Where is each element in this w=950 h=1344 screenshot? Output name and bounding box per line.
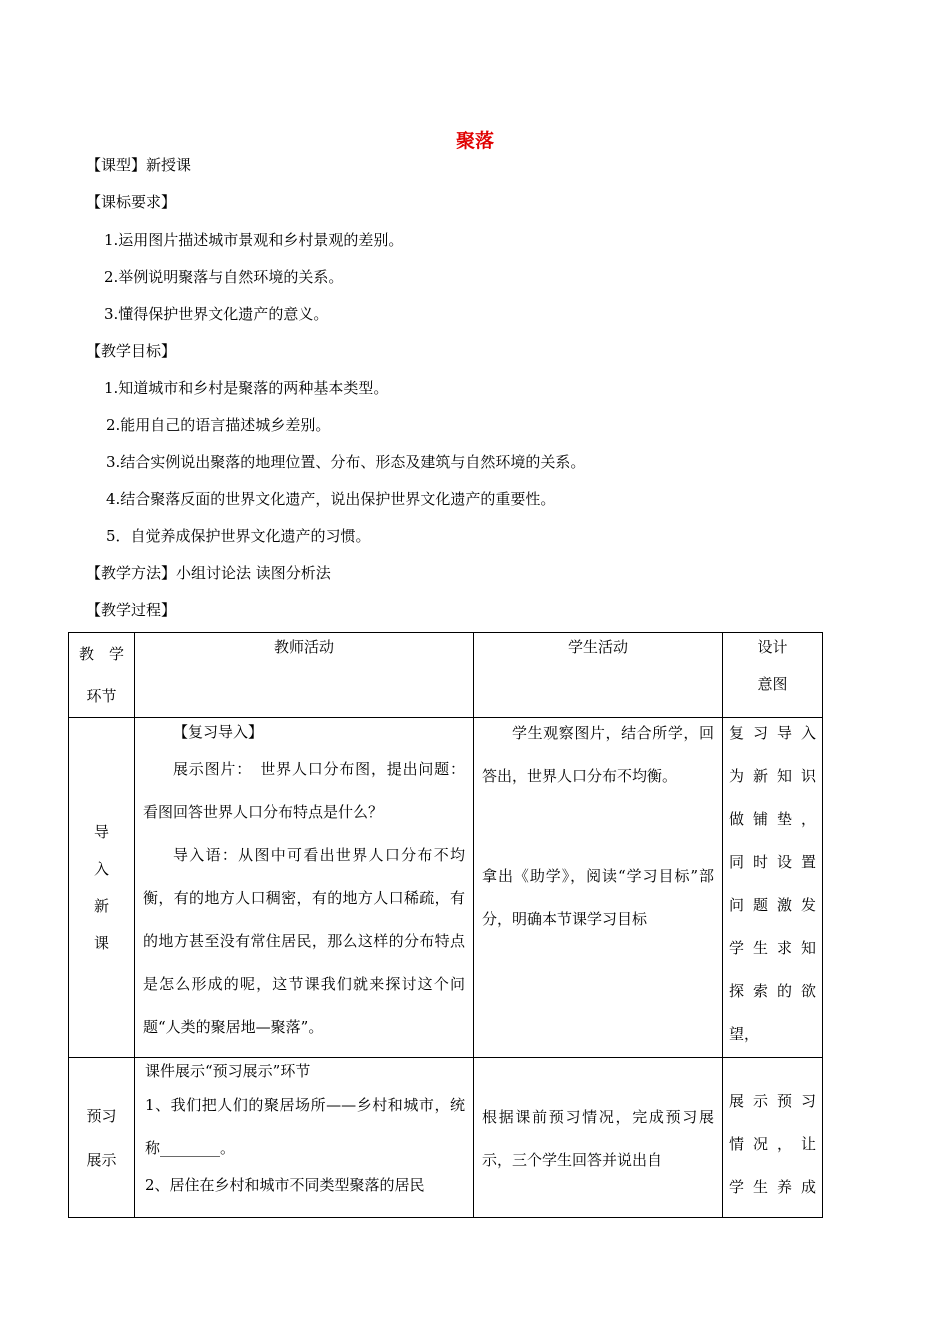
row1-student <box>474 718 723 1058</box>
row2-teacher-l2: 1、我们把人们的聚居场所——乡村和城市，统称________。 <box>145 1096 465 1157</box>
row1-teacher-p1: 展示图片： 世界人口分布图，提出问题：看图回答世界人口分布特点是什么？ <box>143 760 465 821</box>
row1-stage-char: 导 <box>93 822 109 841</box>
row2-teacher <box>135 1058 474 1218</box>
row2-student-text: 根据课前预习情况，完成预习展示，三个学生回答并说出自 <box>482 1108 714 1169</box>
objective-item: 5．自觉养成保护世界文化遗产的习惯。 <box>106 527 371 545</box>
row2-stage-line: 预习 <box>86 1106 117 1125</box>
row1-design-line: 做铺垫， <box>729 810 816 828</box>
header-stage-line2: 环节 <box>86 687 117 705</box>
objective-item: 2.能用自己的语言描述城乡差别。 <box>106 416 331 434</box>
row1-stage <box>69 718 135 1058</box>
row1-stage-char: 课 <box>93 933 109 952</box>
table-header-row <box>69 633 823 718</box>
curriculum-item: 2.举例说明聚落与自然环境的关系。 <box>104 268 344 286</box>
row2-stage <box>69 1058 135 1218</box>
header-student-label: 学生活动 <box>567 638 628 656</box>
curriculum-item: 3.懂得保护世界文化遗产的意义。 <box>104 305 329 323</box>
row1-teacher <box>135 718 474 1058</box>
row1-design-line: 学生求知 <box>729 939 816 957</box>
row2-teacher-l1: 课件展示“预习展示”环节 <box>145 1062 311 1080</box>
row1-design-line: 望， <box>729 1025 760 1043</box>
objective-item: 4.结合聚落反面的世界文化遗产，说出保护世界文化遗产的重要性。 <box>106 490 556 508</box>
table-row <box>69 1058 823 1218</box>
table-row <box>69 718 823 1058</box>
row2-design <box>723 1058 823 1218</box>
header-design-line2: 意图 <box>757 675 788 693</box>
lesson-type <box>86 154 191 176</box>
objective-item: 3.结合实例说出聚落的地理位置、分布、形态及建筑与自然环境的关系。 <box>106 453 586 471</box>
row1-teacher-heading: 【复习导入】 <box>173 723 264 741</box>
curriculum-item: 1.运用图片描述城市景观和乡村景观的差别。 <box>104 231 404 249</box>
row2-student <box>474 1058 723 1218</box>
row1-design-line: 为新知识 <box>729 767 816 785</box>
header-stage-line1: 教 学 <box>78 645 124 663</box>
process-heading: 【教学过程】 <box>86 601 177 619</box>
methods-value: 小组讨论法 读图分析法 <box>176 564 331 582</box>
methods <box>86 562 331 584</box>
header-stage <box>69 633 135 718</box>
row1-student-p2: 拿出《助学》，阅读“学习目标”部分，明确本节课学习目标 <box>482 867 714 928</box>
header-design <box>723 633 823 718</box>
row1-design-line: 探索的欲 <box>729 982 816 1000</box>
row2-stage-line: 展示 <box>86 1150 117 1169</box>
row1-design-line: 问题激发 <box>729 896 816 914</box>
row1-teacher-p2: 导入语：从图中可看出世界人口分布不均衡，有的地方人口稠密，有的地方人口稀疏，有的地方甚至没有常住居民，那么这样的分布特点是怎么形成的呢，这节课我们就来探讨这个问题“人类的聚居地—聚落”。 <box>143 846 465 1036</box>
teaching-process-table <box>68 632 823 1218</box>
header-teacher-label: 教师活动 <box>273 638 334 656</box>
row1-stage-char: 新 <box>93 896 109 915</box>
row2-design-line: 学生养成 <box>729 1178 816 1196</box>
objective-item: 1.知道城市和乡村是聚落的两种基本类型。 <box>104 379 389 397</box>
row1-student-p1: 学生观察图片，结合所学，回答出，世界人口分布不均衡。 <box>482 724 714 785</box>
row1-design-line: 复习导入 <box>729 724 816 742</box>
row1-design-line: 同时设置 <box>729 853 816 871</box>
page-title: 聚落 <box>455 130 494 152</box>
row2-design-line: 展示预习 <box>729 1092 816 1110</box>
curriculum-heading: 【课标要求】 <box>86 193 177 211</box>
objectives-heading: 【教学目标】 <box>86 342 177 360</box>
lesson-type-value: 新授课 <box>146 156 192 174</box>
row1-design <box>723 718 823 1058</box>
header-teacher <box>135 633 474 718</box>
lesson-type-label: 【课型】 <box>86 156 147 174</box>
row2-teacher-l3: 2、居住在乡村和城市不同类型聚落的居民 <box>145 1176 425 1194</box>
header-student <box>474 633 723 718</box>
header-design-line1: 设计 <box>757 638 788 656</box>
row2-design-line: 情况，让 <box>729 1135 816 1153</box>
row1-stage-char: 入 <box>93 859 109 878</box>
methods-label: 【教学方法】 <box>86 564 177 582</box>
